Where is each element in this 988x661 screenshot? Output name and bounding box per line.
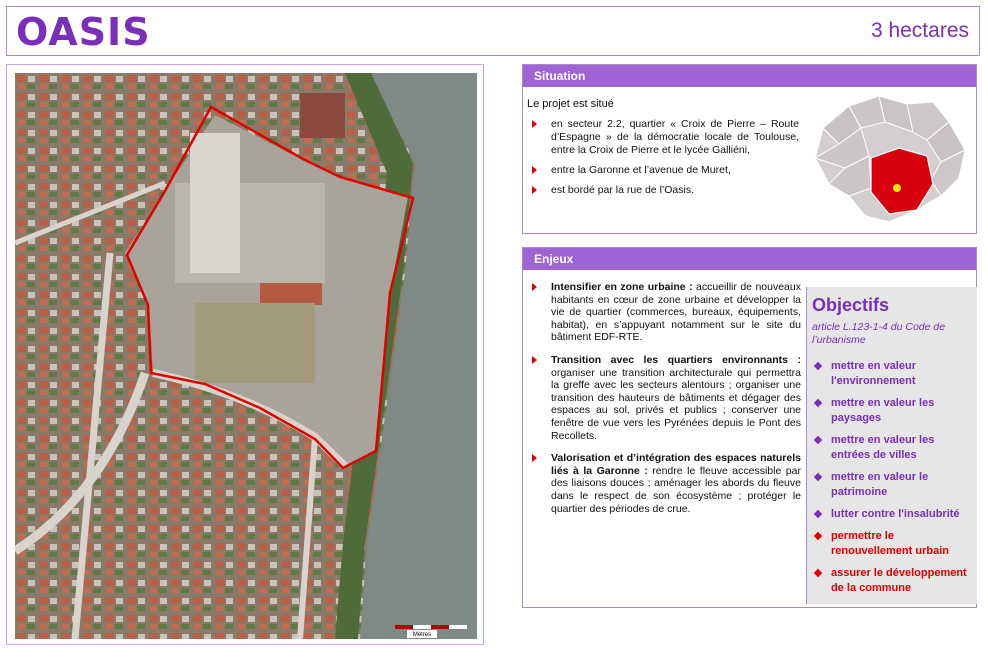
objective-item xyxy=(813,529,975,559)
objectifs-panel xyxy=(806,287,977,604)
diamond-bullet-icon xyxy=(814,510,822,518)
list-item xyxy=(527,452,801,515)
enjeux-list xyxy=(527,281,801,525)
objective-item xyxy=(813,566,975,596)
diamond-bullet-icon xyxy=(814,473,822,481)
list-item: en secteur 2.2, quartier « Croix de Pierre – Route d’Espagne » de la démocratie locale de Toulouse, entre la Croix de Pierre et le lycée Galliéni, xyxy=(527,118,799,157)
enjeu-text: rendre le fleuve accessible par des liaisons douces ; aménager les abords du fleuve dans le respect de son écosystème ; protéger le quartier des périodes de crue. xyxy=(551,464,801,515)
district-locator-map xyxy=(809,92,969,230)
objective-label: assurer le développement de la commune xyxy=(831,567,967,594)
objective-label: mettre en valeur les entrées de villes xyxy=(831,434,935,461)
enjeu-text: organiser une transition architecturale qui permettra la greffe avec les secteurs alentours ; organiser une transition des hauteurs de bâtiments et dégager des espaces au sol, privés et publics ; conserver une fenêtre de vue vers les Pyrénées depuis le Pont des Recollets. xyxy=(551,366,801,442)
situation-heading: Situation xyxy=(523,65,976,87)
situation-intro: Le projet est situé xyxy=(527,98,614,110)
objective-label: lutter contre l'insalubrité xyxy=(831,508,960,520)
objectifs-title: Objectifs xyxy=(812,295,890,315)
enjeu-lead: Transition avec les quartiers environnants : xyxy=(551,353,801,366)
situation-box xyxy=(522,64,977,234)
objective-label: mettre en valeur les paysages xyxy=(831,397,935,424)
objective-item xyxy=(813,359,975,389)
enjeu-lead: Valorisation et d’intégration des espaces naturels liés à la Garonne : xyxy=(551,452,801,477)
diamond-bullet-icon xyxy=(814,532,822,540)
list-item: entre la Garonne et l’avenue de Muret, xyxy=(527,164,799,177)
site-marker xyxy=(893,184,901,192)
project-title: OASIS xyxy=(16,10,151,54)
enjeux-heading: Enjeux xyxy=(523,248,976,270)
scale-label: Mètres xyxy=(412,632,432,638)
objective-item xyxy=(813,507,975,522)
aerial-map-panel xyxy=(6,64,484,645)
objectifs-subtitle: article L.123-1-4 du Code de l’urbanisme xyxy=(812,321,946,346)
enjeu-text: accueillir de nouveaux habitants en cœur de zone urbaine et développer la vie de quartier (commerces, bureaux, équipements, habitat), en s’appuyant notamment sur le site du bâtiment EDF-RTE. xyxy=(551,281,801,344)
objective-label: mettre en valeur le patrimoine xyxy=(831,471,929,498)
diamond-bullet-icon xyxy=(814,362,822,370)
aerial-photo xyxy=(15,73,477,639)
list-item xyxy=(527,281,801,344)
list-item: est bordé par la rue de l’Oasis. xyxy=(527,184,799,197)
objectifs-list xyxy=(813,359,975,603)
situation-list xyxy=(527,118,799,204)
objective-item xyxy=(813,433,975,463)
page-header xyxy=(6,6,980,56)
objective-item xyxy=(813,396,975,426)
diamond-bullet-icon xyxy=(814,436,822,444)
list-item xyxy=(527,354,801,442)
enjeu-lead: Intensifier en zone urbaine : xyxy=(551,281,693,293)
objective-label: mettre en valeur l'environnement xyxy=(831,360,916,387)
objective-label: permettre le renouvellement urbain xyxy=(831,530,949,557)
project-area: 3 hectares xyxy=(870,19,969,42)
diamond-bullet-icon xyxy=(814,569,822,577)
objective-item xyxy=(813,470,975,500)
diamond-bullet-icon xyxy=(814,399,822,407)
